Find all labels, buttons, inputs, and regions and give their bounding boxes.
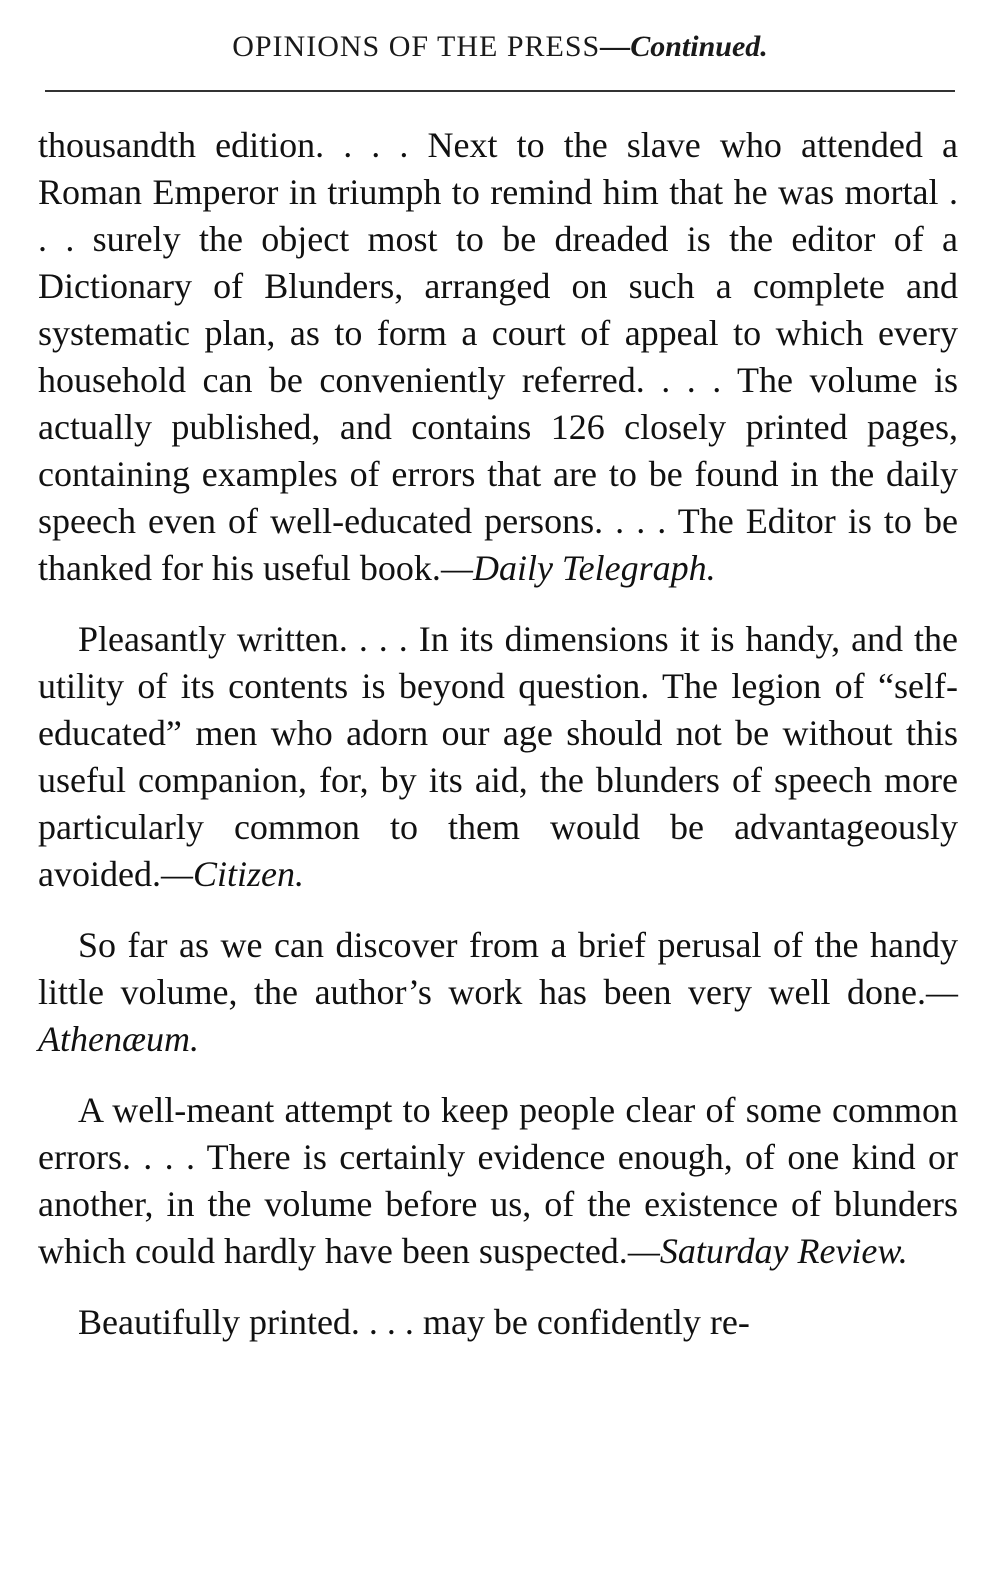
running-head-continued: —Continued. xyxy=(600,30,768,63)
opinion-text: thousandth edition. . . . Next to the slave who attended a Roman Emperor in triumph to remind him that he was mortal . . . surely the object most to be dreaded is the editor of a Dictionary of Blunders, arranged on such a complete and systematic plan, as to form a court of appeal to which every household can be conveniently referred. . . . The volume is actually published, and contains 126 closely printed pages, containing examples of errors that are to be found in the daily speech even of well-educated persons. . . . The Editor is to be thanked for his useful book. xyxy=(38,125,958,588)
running-head xyxy=(0,30,1000,64)
opinion-paragraph xyxy=(38,1087,958,1275)
opinion-text: Pleasantly written. . . . In its dimensions it is handy, and the utility of its contents is beyond question. The legion of “self-educated” men who adorn our age should not be without this useful companion, for, by its aid, the blunders of speech more particularly common to them would be advantageously avoided. xyxy=(38,619,958,894)
running-head-title: OPINIONS OF THE PRESS xyxy=(232,30,601,63)
opinion-text: A well-meant attempt to keep people clear of some common errors. . . . There is certainly evidence enough, of one kind or another, in the volume before us, of the existence of blunders which could hardly have been suspected. xyxy=(38,1090,958,1271)
opinion-paragraph xyxy=(38,122,958,592)
header-rule xyxy=(45,90,955,92)
opinion-paragraph xyxy=(38,922,958,1063)
opinion-paragraph xyxy=(38,1299,958,1346)
opinion-text: Beautifully printed. . . . may be confidently re- xyxy=(78,1302,750,1342)
press-opinions xyxy=(38,122,958,1370)
opinion-source: —Daily Telegraph. xyxy=(440,548,716,588)
opinion-source: —Athenæum. xyxy=(38,972,958,1059)
opinion-paragraph xyxy=(38,616,958,898)
opinion-source: —Citizen. xyxy=(160,854,304,894)
opinion-text: So far as we can discover from a brief perusal of the handy little volume, the author’s work has been very well done. xyxy=(38,925,958,1012)
opinion-source: —Saturday Review. xyxy=(627,1231,908,1271)
